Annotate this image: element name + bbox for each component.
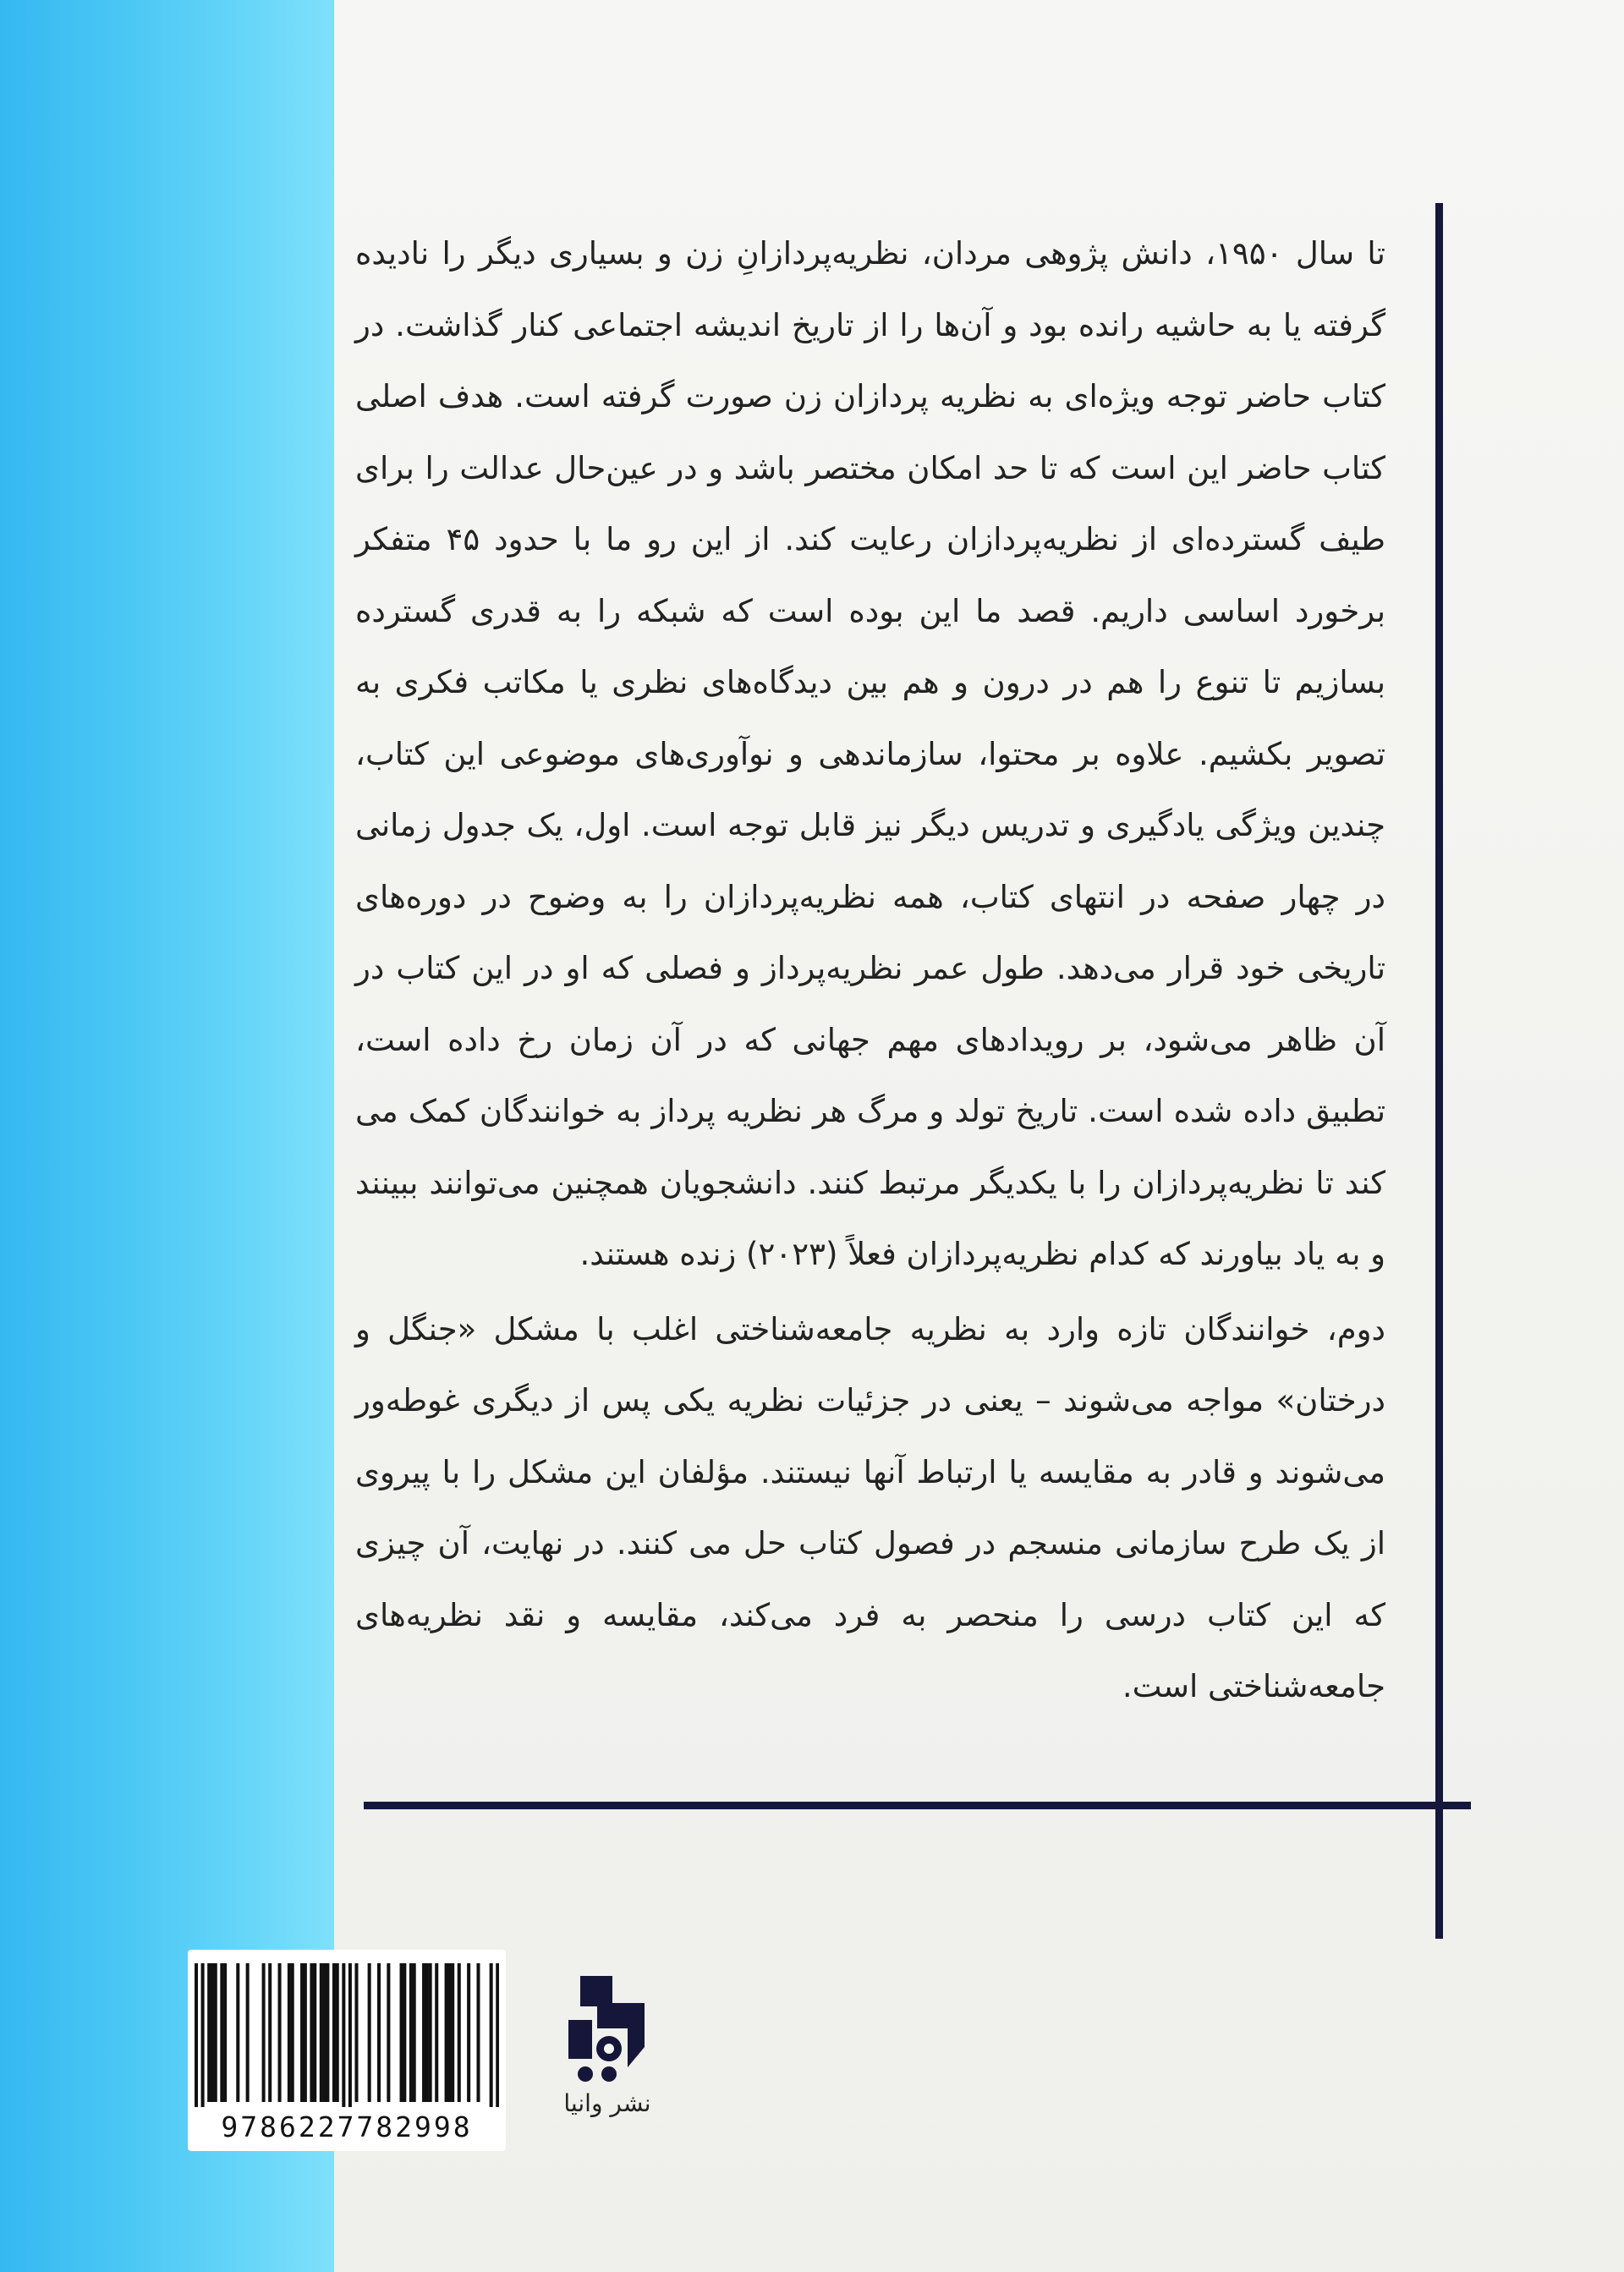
barcode-bar — [291, 1963, 294, 2102]
spine-color-band — [0, 0, 334, 2272]
barcode-bar — [467, 1963, 470, 2102]
barcode-bar — [288, 1963, 291, 2102]
barcode-bar — [313, 1963, 316, 2102]
barcode-bar — [236, 1963, 239, 2102]
barcode-bar — [207, 1963, 211, 2102]
barcode-bar — [476, 1963, 480, 2102]
barcode-bar — [262, 1963, 266, 2102]
barcode-bar — [451, 1963, 454, 2102]
barcode-bar — [413, 1963, 416, 2102]
barcode-bar — [403, 1963, 406, 2102]
back-cover-blurb — [355, 218, 1385, 1723]
barcode-bar — [400, 1963, 403, 2102]
barcode-bar — [223, 1963, 227, 2102]
barcode-bar — [387, 1963, 390, 2102]
barcode-bar — [425, 1963, 429, 2102]
barcode-bars — [195, 1963, 499, 2107]
isbn-barcode — [188, 1950, 506, 2151]
horizontal-rule-line — [364, 1802, 1471, 1809]
barcode-bar — [368, 1963, 371, 2102]
barcode-bar — [447, 1963, 451, 2102]
barcode-bar — [195, 1963, 198, 2107]
barcode-bar — [435, 1963, 438, 2102]
barcode-bar — [214, 1963, 217, 2102]
barcode-bar — [348, 1963, 352, 2107]
blurb-paragraph-1: تا سال ۱۹۵۰، دانش پژوهی مردان، نظریه‌پردازانِ زن و بسیاری دیگر را نادیده گرفته یا به حاشیه رانده بود و آن‌ها را از تاریخ اندیشه اجتماعی کنار گذاشت. در کتاب حاضر توجه ویژه‌ای به نظریه پردازان زن صورت گرفته است. هدف اصلی کتاب حاضر این است که تا حد امکان مختصر باشد و در عین‌حال عدالت را برای طیف گسترده‌ای از نظریه‌پردازان رعایت کند. از این رو ما با حدود ۴۵ متفکر برخورد اساسی داریم. قصد ما این بوده است که شبکه را به قدری گسترده بسازیم تا تنوع را هم در درون و هم بین دیدگاه‌های نظری یا مکاتب فکری به تصویر بکشیم. علاوه بر محتوا، سازماندهی و نوآوری‌های موضوعی این کتاب، چندین ویژگی یادگیری و تدریس دیگر نیز قابل توجه است. اول، یک جدول زمانی در چهار صفحه در انتهای کتاب، همه نظریه‌پردازان را به وضوح در دوره‌های تاریخی خود قرار می‌دهد. طول عمر نظریه‌پرداز و فصلی که او در این کتاب در آن ظاهر می‌شود، بر رویدادهای مهم جهانی که در آن زمان رخ داده است، تطبیق داده شده است. تاریخ تولد و مرگ هر نظریه پرداز به خوانندگان کمک می کند تا نظریه‌پردازان را با یکدیگر مرتبط کنند. دانشجویان همچنین می‌توانند ببینند و به یاد بیاورند که کدام نظریه‌پردازان فعلاً (۲۰۲۳) زنده هستند. — [355, 235, 1386, 1272]
barcode-bar — [458, 1963, 461, 2102]
barcode-bar — [496, 1963, 499, 2107]
barcode-bar — [429, 1963, 432, 2102]
barcode-bar — [211, 1963, 214, 2102]
vertical-rule-line — [1435, 203, 1443, 1939]
barcode-bar — [336, 1963, 339, 2102]
barcode-bar — [300, 1963, 304, 2102]
barcode-bar — [445, 1963, 448, 2102]
barcode-bar — [320, 1963, 323, 2102]
barcode-bar — [490, 1963, 493, 2107]
barcode-bar — [268, 1963, 272, 2102]
barcode-bar — [326, 1963, 329, 2102]
barcode-bar — [422, 1963, 425, 2102]
isbn-number: 9786227782998 — [221, 2110, 473, 2143]
barcode-bar — [246, 1963, 250, 2102]
barcode-bar — [278, 1963, 282, 2102]
barcode-bar — [377, 1963, 381, 2102]
barcode-bar — [304, 1963, 307, 2102]
barcode-bar — [342, 1963, 345, 2107]
blurb-paragraph-2: دوم، خوانندگان تازه وارد به نظریه جامعه‌شناختی اغلب با مشکل «جنگل و درختان» مواجه می‌شوند – یعنی در جزئیات نظریه یکی پس از دیگری غوطه‌ور می‌شوند و قادر به مقایسه یا ارتباط آنها نیستند. مؤلفان این مشکل را با پیروی از یک طرح سازمانی منسجم در فصول کتاب حل می کنند. در نهایت، آن چیزی که این کتاب درسی را منحصر به فرد می‌کند، مقایسه و نقد نظریه‌های جامعه‌شناختی است. — [355, 1310, 1385, 1704]
publisher-name: نشر وانیا — [563, 2089, 651, 2117]
barcode-bar — [201, 1963, 205, 2107]
barcode-bar — [409, 1963, 413, 2102]
vania-publisher-logo-icon — [557, 1969, 658, 2088]
barcode-bar — [332, 1963, 336, 2102]
barcode-bar — [323, 1963, 326, 2102]
barcode-bar — [354, 1963, 358, 2102]
barcode-bar — [310, 1963, 313, 2102]
barcode-bar — [220, 1963, 223, 2102]
